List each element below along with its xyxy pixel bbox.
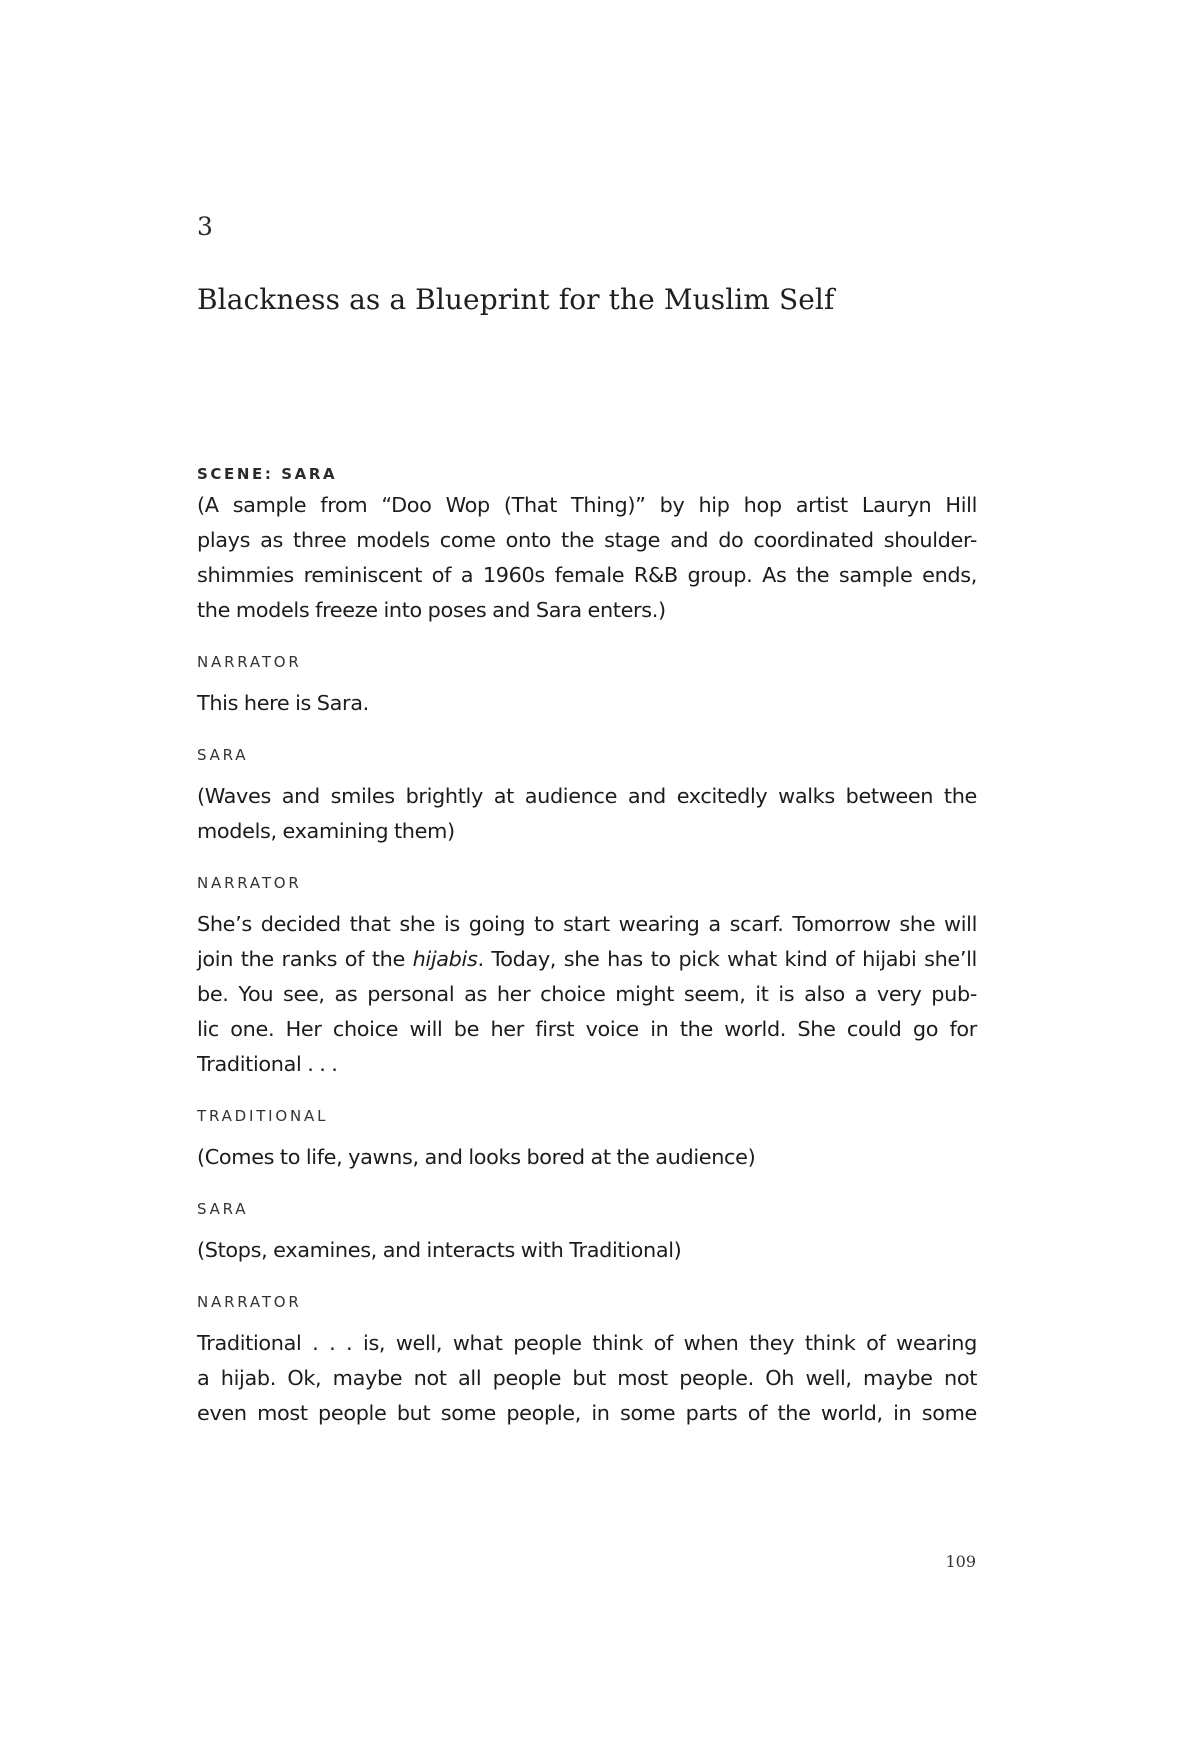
text-line: Traditional . . . — [197, 1052, 338, 1076]
speaker-name: TRADITIONAL — [197, 1107, 329, 1125]
chapter-title: Blackness as a Blueprint for the Muslim Self — [197, 283, 835, 316]
italic-term: hijabis — [412, 947, 478, 971]
speaker-name: SARA — [197, 746, 249, 764]
speaker-name: SARA — [197, 1200, 249, 1218]
speaker-name: NARRATOR — [197, 874, 302, 892]
text-line: plays as three models come onto the stage and do coordinated shoulder- — [197, 528, 977, 552]
text-line: (A sample from “Doo Wop (That Thing)” by hip hop artist Lauryn Hill — [197, 493, 977, 517]
text-run: . Today, she has to pick what kind of hijabi she’ll — [477, 947, 977, 971]
stage-direction — [197, 1140, 977, 1175]
text-line — [197, 942, 977, 977]
text-run: join the ranks of the — [197, 947, 413, 971]
text-line: Traditional . . . is, well, what people think of when they think of wearing — [197, 1331, 977, 1355]
text-line: (Comes to life, yawns, and looks bored at the audience) — [197, 1145, 756, 1169]
stage-direction — [197, 488, 977, 628]
speaker-name: NARRATOR — [197, 653, 302, 671]
dialogue — [197, 1326, 977, 1431]
text-line: models, examining them) — [197, 819, 455, 843]
text-line: (Stops, examines, and interacts with Traditional) — [197, 1238, 682, 1262]
text-line: This here is Sara. — [197, 691, 369, 715]
text-line: (Waves and smiles brightly at audience and excitedly walks between the — [197, 784, 977, 808]
stage-direction — [197, 779, 977, 849]
text-line: shimmies reminiscent of a 1960s female R&B group. As the sample ends, — [197, 563, 977, 587]
scene-heading: SCENE: SARA — [197, 465, 338, 483]
dialogue — [197, 686, 977, 721]
page-number: 109 — [945, 1552, 976, 1571]
text-line: lic one. Her choice will be her first voice in the world. She could go for — [197, 1017, 977, 1041]
text-line: She’s decided that she is going to start wearing a scarf. Tomorrow she will — [197, 912, 977, 936]
text-line: be. You see, as personal as her choice might seem, it is also a very pub- — [197, 982, 977, 1006]
speaker-name: NARRATOR — [197, 1293, 302, 1311]
dialogue — [197, 907, 977, 1082]
script-body — [197, 464, 977, 1431]
text-line: even most people but some people, in some parts of the world, in some — [197, 1401, 977, 1425]
text-line: a hijab. Ok, maybe not all people but most people. Oh well, maybe not — [197, 1366, 977, 1390]
chapter-number: 3 — [197, 212, 213, 241]
stage-direction — [197, 1233, 977, 1268]
text-line: the models freeze into poses and Sara enters.) — [197, 598, 666, 622]
